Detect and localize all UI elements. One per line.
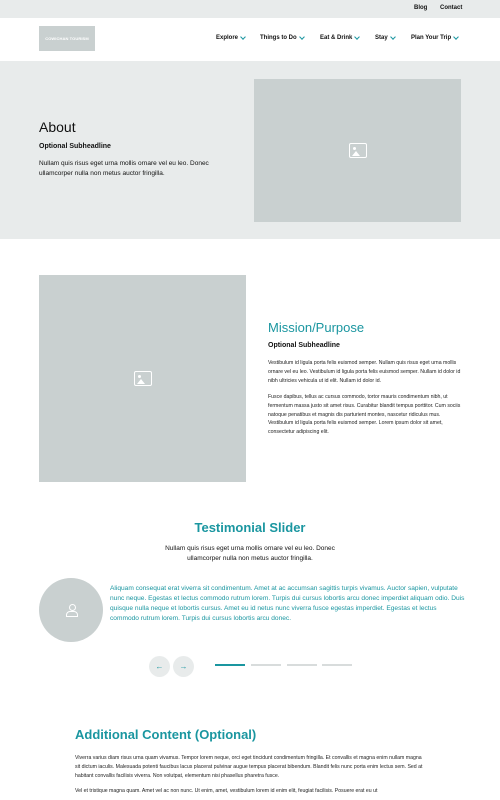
slide-indicator[interactable] [215,664,245,666]
chevron-down-icon [299,34,305,40]
nav-item-label: Plan Your Trip [411,35,452,41]
mission-subheadline: Optional Subheadline [268,342,340,349]
additional-paragraph-2: Vel et tristique magna quam. Amet vel ac non nunc. Ut enim, amet, vestibulum lorem id enim elit, feugiat facilisis. Posuere erat eu ut [75,788,378,794]
nav-item-explore[interactable] [216,35,245,41]
nav-item-label: Explore [216,35,239,41]
mission-paragraph-1: Vestibulum id ligula porta felis euismod semper. Nullam quis risus eget urna mollis ornare vel eu leo. Vestibulum id ligula porta felis euismod semper. Nullam id dolor id nibh ultricies vehicula ut id elit. Nullam id dolor id. [268,360,461,384]
chevron-down-icon [240,34,246,40]
additional-paragraph-1: Viverra varius diam risus urna quam vivamus. Tempor lorem neque, orci eget tincidunt condimentum fringilla. Et convallis et magna enim nullam magna sit dictum iaculis. Malesuada potenti faucibus lacus placerat pulvinar augue tempus placerat bibendum. Blandit felis nunc porta enim lectus sem. Sed at habitant convallis facilisis viverra. Non volutpat, elementum nisi phasellus pharetra fusce. [75,755,423,779]
nav-item-plan-your-trip[interactable] [411,35,458,41]
testimonial-intro: Nullam quis risus eget urna mollis ornare vel eu leo. Donec ullamcorper nulla non metus auctor fringilla. [165,545,335,562]
next-slide-button[interactable] [173,656,194,677]
about-section [0,61,500,239]
nav-item-stay[interactable] [375,35,395,41]
person-icon [66,604,76,616]
about-body: Nullam quis risus eget urna mollis ornare vel eu leo. Donec ullamcorper nulla non metus auctor fringilla. [39,160,209,177]
nav-item-label: Things to Do [260,35,297,41]
nav-item-label: Eat & Drink [320,35,353,41]
avatar [39,578,103,642]
arrow-left-icon: ← [155,662,164,671]
about-title: About [39,119,76,135]
arrow-right-icon: → [179,662,188,671]
about-image-placeholder [254,79,461,222]
prev-slide-button[interactable] [149,656,170,677]
mission-image-placeholder [39,275,246,482]
mission-title: Mission/Purpose [268,320,365,335]
contact-link[interactable]: Contact [440,5,463,11]
nav-item-eat-drink[interactable] [320,35,359,41]
image-icon [134,371,152,386]
image-icon [349,143,367,158]
testimonial-title: Testimonial Slider [194,520,306,535]
utility-bar [0,0,500,18]
about-subheadline: Optional Subheadline [39,143,111,150]
blog-link[interactable]: Blog [414,5,428,11]
testimonial-quote: Aliquam consequat erat viverra sit condimentum. Amet at ac accumsan sagittis turpis vivamus. Auctor sapien, vulputate nunc neque. Egestas et lectus commodo rutrum lorem. Turpis dui cursus lobortis arcu donec imperdiet aliquam odio. Duis quisque nulla neque et lobortis cursus. Amet eu id netus nunc viverra fusce egestas imperdiet. Egestas et lectus commodo rutrum lorem. Turpis dui cursus lobortis arcu donec. [110,585,465,622]
slide-indicator[interactable] [322,664,352,666]
nav-item-things-to-do[interactable] [260,35,304,41]
site-logo[interactable]: COWICHAN TOURISM [39,26,95,51]
mission-paragraph-2: Fusce dapibus, tellus ac cursus commodo, tortor mauris condimentum nibh, ut fermentum massa justo sit amet risus. Curabitur blandit tempus porttitor. Cum sociis natoque penatibus et magnis dis parturient montes, nascetur ridiculus mus. Vestibulum id ligula porta felis euismod semper. Lorem ipsum dolor sit amet, consectetur adipiscing elit. [268,394,461,436]
additional-title: Additional Content (Optional) [75,727,257,742]
chevron-down-icon [355,34,361,40]
slide-indicator[interactable] [251,664,281,666]
chevron-down-icon [390,34,396,40]
site-header [0,18,500,61]
nav-item-label: Stay [375,35,388,41]
chevron-down-icon [453,34,459,40]
slide-indicator[interactable] [287,664,317,666]
